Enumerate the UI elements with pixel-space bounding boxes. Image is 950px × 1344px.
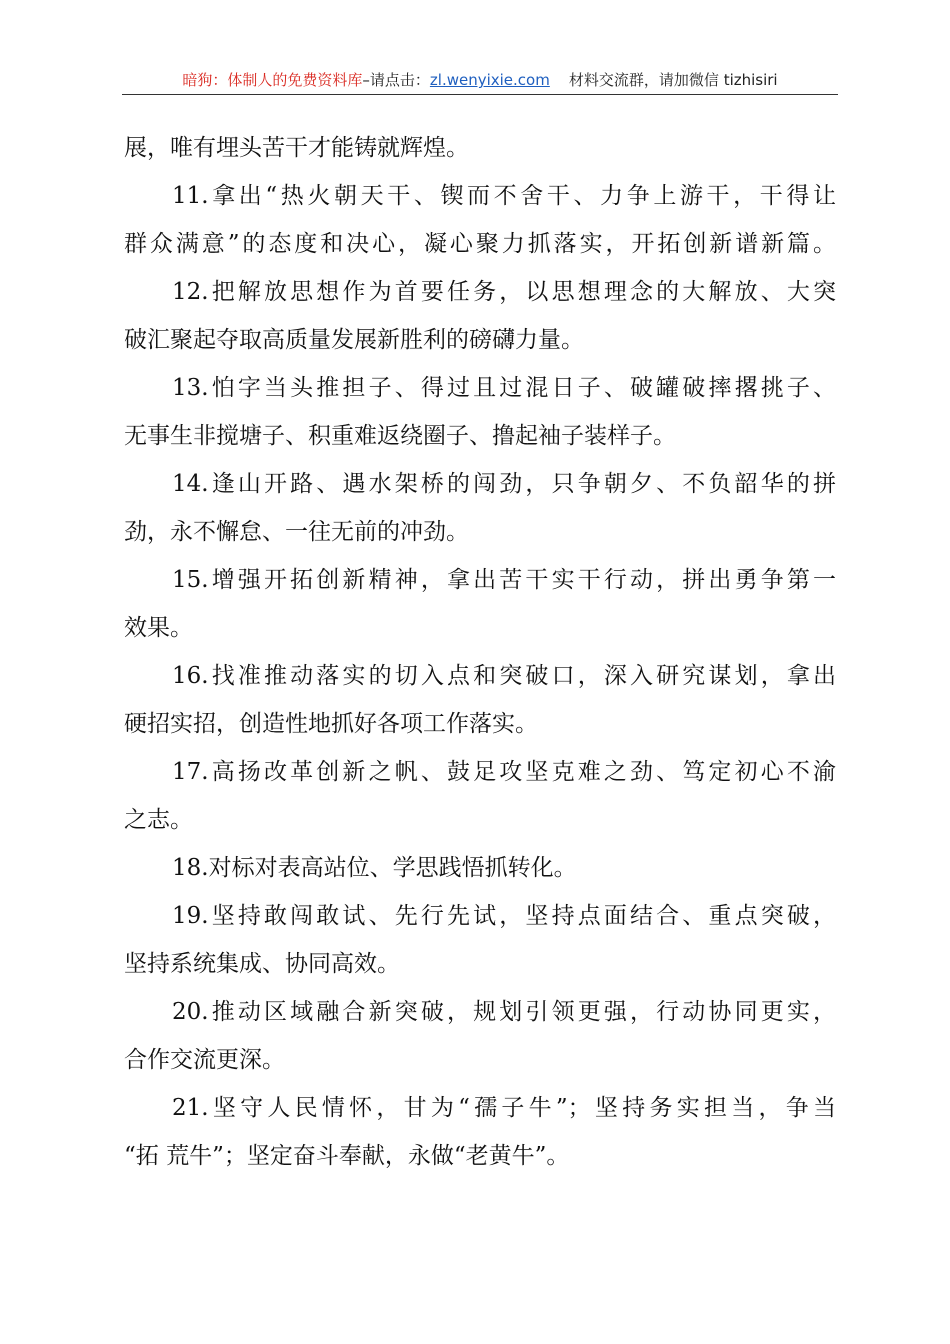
text-line: 展，唯有埋头苦干才能铸就辉煌。	[124, 135, 469, 161]
header-click-prompt: –请点击：	[362, 71, 430, 89]
text-line: 13.怕字当头推担子、得过且过混日子、破罐破摔撂挑子、	[172, 375, 836, 401]
header-site-label: 暗狗：体制人的免费资料库	[182, 71, 363, 89]
text-line: 17.高扬改革创新之帆、鼓足攻坚克难之劲、笃定初心不渝	[172, 759, 836, 785]
text-line: 效果。	[124, 615, 193, 641]
document-body	[124, 124, 836, 1180]
text-line: 14.逢山开路、遇水架桥的闯劲，只争朝夕、不负韶华的拼	[172, 471, 836, 497]
text-line: 破汇聚起夺取高质量发展新胜利的磅礴力量。	[124, 327, 584, 353]
text-line: 群众满意”的态度和决心，凝心聚力抓落实，开拓创新谱新篇。	[124, 231, 836, 257]
text-line: 18.对标对表高站位、学思践悟抓转化。	[172, 855, 577, 881]
text-line: 合作交流更深。	[124, 1047, 285, 1073]
text-line: 11.拿出“热火朝天干、锲而不舍干、力争上游干，干得让	[172, 183, 836, 209]
text-line: 19.坚持敢闯敢试、先行先试，坚持点面结合、重点突破，	[172, 903, 836, 929]
text-line: 坚持系统集成、协同高效。	[124, 951, 400, 977]
text-line: “拓 荒牛”；坚定奋斗奉献，永做“老黄牛”。	[124, 1143, 570, 1169]
text-line: 硬招实招，创造性地抓好各项工作落实。	[124, 711, 538, 737]
text-line: 劲，永不懈怠、一往无前的冲劲。	[124, 519, 469, 545]
text-line: 之志。	[124, 807, 193, 833]
page-header	[122, 68, 838, 92]
text-line: 12.把解放思想作为首要任务，以思想理念的大解放、大突	[172, 279, 836, 305]
header-divider	[122, 94, 838, 95]
header-group-note: 材料交流群，请加微信 tizhisiri	[568, 71, 778, 89]
text-line: 15.增强开拓创新精神，拿出苦干实干行动，拼出勇争第一	[172, 567, 836, 593]
text-line: 21.坚守人民情怀，甘为“孺子牛”；坚持务实担当，争当	[172, 1095, 836, 1121]
text-line: 20.推动区域融合新突破，规划引领更强，行动协同更实，	[172, 999, 836, 1025]
header-site-link[interactable]: zl.wenyixie.com	[429, 71, 550, 89]
text-line: 16.找准推动落实的切入点和突破口，深入研究谋划，拿出	[172, 663, 836, 689]
text-line: 无事生非搅塘子、积重难返绕圈子、撸起袖子装样子。	[124, 423, 676, 449]
